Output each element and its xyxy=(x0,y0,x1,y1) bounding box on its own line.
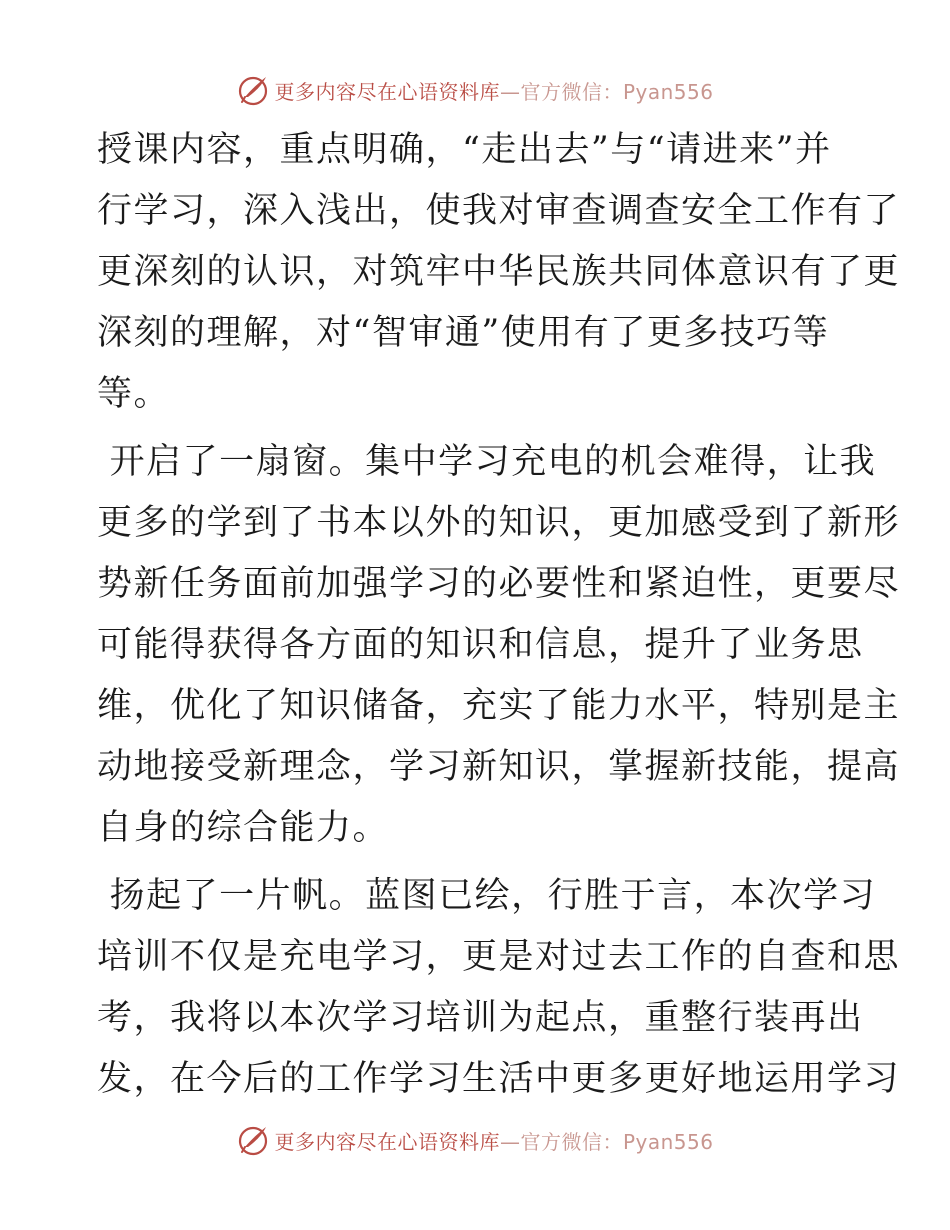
text-line: 动地接受新理念，学习新知识，掌握新技能，提高 xyxy=(97,747,901,787)
quill-pen-logo-icon xyxy=(236,73,270,107)
text-line: 更深刻的认识，对筑牢中华民族共同体意识有了更 xyxy=(97,252,901,292)
header-banner xyxy=(0,70,950,110)
text-line: 自身的综合能力。 xyxy=(97,808,390,848)
text-line: 等。 xyxy=(97,374,171,414)
banner-brand: 更多内容尽在心语资料库 xyxy=(274,1129,500,1154)
text-line: 发，在今后的工作学习生活中更多更好地运用学习 xyxy=(97,1059,901,1099)
quill-pen-logo-icon xyxy=(236,1123,270,1157)
paragraph xyxy=(97,432,901,859)
banner-brand: 更多内容尽在心语资料库 xyxy=(274,79,500,104)
text-line: 行学习，深入浅出，使我对审查调查安全工作有了 xyxy=(97,191,901,231)
banner-text xyxy=(274,1126,713,1155)
footer-banner xyxy=(0,1120,950,1160)
document-body xyxy=(97,120,901,1110)
text-line: 开启了一扇窗。集中学习充电的机会难得，让我 xyxy=(97,442,877,482)
text-line: 可能得获得各方面的知识和信息，提升了业务思 xyxy=(97,625,864,665)
text-line: 维，优化了知识储备，充实了能力水平，特别是主 xyxy=(97,686,901,726)
text-line: 势新任务面前加强学习的必要性和紧迫性，更要尽 xyxy=(97,564,901,604)
text-line: 培训不仅是充电学习，更是对过去工作的自查和思 xyxy=(97,937,901,977)
paragraph xyxy=(97,120,901,425)
text-line: 深刻的理解，对“智审通”使用有了更多技巧等 xyxy=(97,313,830,353)
banner-text xyxy=(274,76,713,105)
text-line: 授课内容，重点明确，“走出去”与“请进来”并 xyxy=(97,130,832,170)
banner-suffix: —官方微信：Pyan556 xyxy=(499,79,714,104)
text-line: 扬起了一片帆。蓝图已绘，行胜于言，本次学习 xyxy=(97,876,877,916)
banner-suffix: —官方微信：Pyan556 xyxy=(499,1129,714,1154)
paragraph xyxy=(97,866,901,1110)
text-line: 更多的学到了书本以外的知识，更加感受到了新形 xyxy=(97,503,901,543)
text-line: 考，我将以本次学习培训为起点，重整行装再出 xyxy=(97,998,864,1038)
